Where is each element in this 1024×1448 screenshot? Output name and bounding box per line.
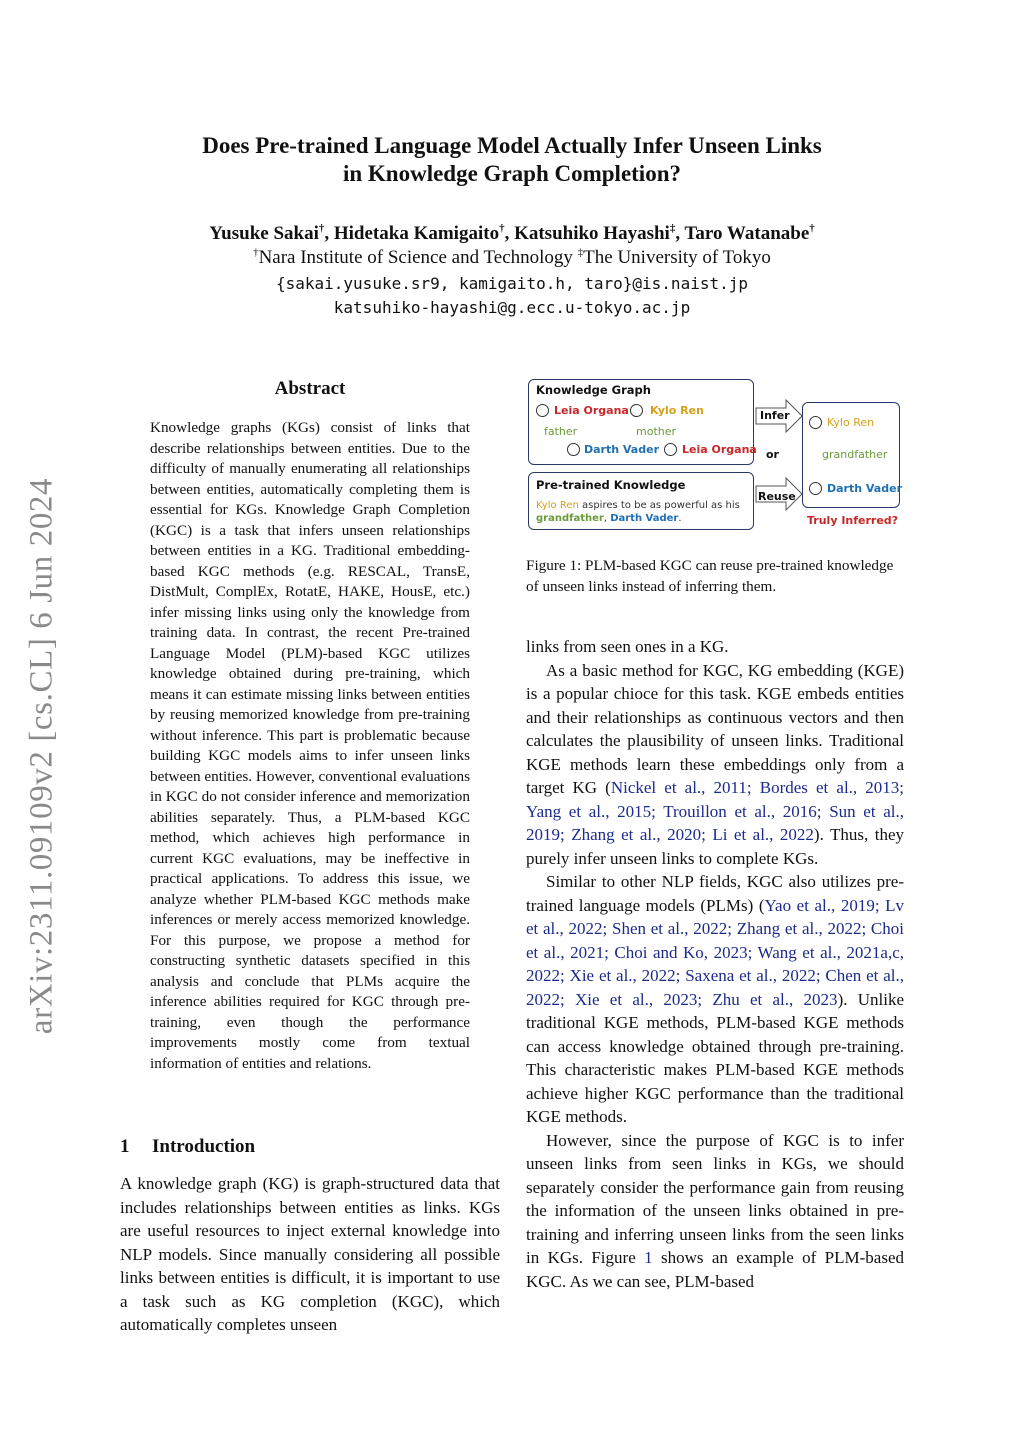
figure-caption: Figure 1: PLM-based KGC can reuse pre-trained knowledge of unseen links instead of inferring them.	[526, 557, 894, 595]
paragraph	[526, 659, 904, 871]
paragraph	[526, 635, 904, 659]
truly-inferred-label: Truly Inferred?	[807, 514, 899, 527]
section-heading	[120, 1136, 255, 1158]
sep: ,	[324, 223, 334, 244]
result-grandfather: grandfather	[822, 448, 888, 461]
abstract-text: Knowledge graphs (KGs) consist of links that describe relationships between entities. Due to the difficulty of manually enumerating all relationships between entities, automatically completing them is essential for KGs. Knowledge Graph Completion (KGC) is a task that infers unseen relationships between entities in a KG. Traditional embedding-based KGC methods (e.g. RESCAL, TransE, DistMult, ComplEx, RotatE, HAKE, HousE, etc.) infer missing links using only the knowledge from training data. In contrast, the recent Pre-trained Language Model (PLM)-based KGC utilizes knowledge obtained during pre-training, which means it can estimate missing links between entities by reusing memorized knowledge from pre-training without inference. This part is problematic because building KGC models aims to infer unseen links between entities. However, conventional evaluations in KGC do not consider inference and memorization abilities separately. Thus, a PLM-based KGC method, which achieves high performance in current KGC evaluations, may be ineffective in practical applications. To address this issue, we analyze whether PLM-based KGC methods make inferences or merely access memorized knowledge. For this purpose, we propose a method for constructing synthetic datasets specified in this analysis and conclude that PLMs acquire the inference abilities required for KGC through pre-training, even though the performance improvements mostly come from textual information of entities and relations.	[150, 419, 470, 1072]
pt-title: Pre-trained Knowledge	[536, 478, 686, 492]
paragraph-text: links from seen ones in a KG.	[526, 637, 729, 656]
arxiv-stamp	[0, 0, 60, 1448]
dagger-mark: †	[253, 246, 259, 259]
pt-end: .	[678, 513, 682, 524]
result-kylo: Kylo Ren	[827, 416, 875, 429]
paragraph-text: ). Thus, they purely infer unseen links to complete KGs.	[526, 825, 905, 868]
ddagger-mark: ‡	[669, 222, 676, 235]
pt-comma: ,	[603, 513, 611, 524]
pt-kylo: Kylo Ren	[536, 500, 579, 511]
pt-grand: grandfather	[536, 513, 604, 524]
paragraph-text: shows an example of PLM-based KGC. As we can see, PLM-based	[526, 1248, 904, 1291]
paragraph-text: However, since the purpose of KGC is to infer unseen links from seen links in KGs, we should separately consider the performance gain from reusing the information of the unseen links obtained in pre-training and inferring unseen links from the seen links in KGs. Figure	[526, 1130, 904, 1267]
or-label: or	[766, 448, 779, 461]
title-line-2: in Knowledge Graph Completion?	[342, 161, 681, 186]
title-line-1: Does Pre-trained Language Model Actually Infer Unseen Links	[202, 133, 822, 158]
node-kylo: Kylo Ren	[650, 404, 704, 417]
author-2: Hidetaka Kamigaito	[333, 223, 500, 244]
pt-sentence	[536, 500, 740, 511]
affiliation-tokyo: The University of Tokyo	[583, 247, 771, 268]
author-list	[0, 222, 1024, 246]
dagger-mark: †	[809, 222, 815, 235]
arxiv-id: arXiv:2311.09109v2 [cs.CL] 6 Jun 2024	[23, 477, 60, 1035]
dagger-mark: †	[499, 222, 505, 235]
email-line-1: {sakai.yusuke.sr9, kamigaito.h, taro}@is.naist.jp	[275, 274, 748, 293]
paragraph-text: ). Unlike traditional KGE methods, PLM-based KGE methods can access knowledge obtained through pre-training. This characteristic makes PLM-based KGE methods achieve higher KGC performance than the traditional KGE methods.	[526, 989, 905, 1126]
section-title: Introduction	[152, 1136, 256, 1157]
email-line-2: katsuhiko-hayashi@g.ecc.u-tokyo.ac.jp	[333, 298, 691, 317]
paper-title	[0, 132, 1024, 188]
node-leia: Leia Organa	[554, 404, 629, 417]
affiliation-nara: Nara Institute of Science and Technology	[258, 247, 573, 268]
affiliations	[0, 246, 1024, 270]
node-leia-2: Leia Organa	[682, 443, 757, 456]
pt-darth: Darth Vader	[610, 513, 679, 524]
node-circle	[809, 482, 822, 495]
ddagger-mark: ‡	[577, 246, 584, 259]
section-number: 1	[120, 1136, 130, 1157]
edge-mother: mother	[636, 425, 677, 438]
citation-link[interactable]: Yao et al., 2019; Lv et al., 2022; Shen et al., 2022; Zhang et al., 2022; Choi et al., 2021; Choi and Ko, 2023; Wang et al., 2021a,c, 2022; Xie et al., 2022; Saxena et al., 2022; Chen et al., 2022; Xie et al., 2023; Zhu et al., 2023	[526, 895, 905, 1009]
node-circle	[630, 404, 643, 417]
paragraph-text: As a basic method for KGC, KG embedding (KGE) is a popular chioce for this task. KGE embeds entities and their relationships as continuous vectors and then calculates the plausibility of unseen links. Traditional KGE methods learn these embeddings only from a target KG (	[526, 660, 904, 797]
node-circle	[664, 443, 677, 456]
node-circle	[567, 443, 580, 456]
pt-sentence-2	[536, 513, 682, 524]
citation-link[interactable]: Nickel et al., 2011; Bordes et al., 2013; Yang et al., 2015; Trouillon et al., 2016; Sun et al., 2019; Zhang et al., 2020; Li et al., 2022	[526, 778, 904, 844]
infer-label: Infer	[760, 409, 790, 422]
sep: ,	[504, 223, 515, 244]
node-circle	[536, 404, 549, 417]
dagger-mark: †	[318, 222, 325, 235]
node-circle	[809, 416, 822, 429]
reuse-label: Reuse	[758, 490, 796, 503]
intro-paragraph: A knowledge graph (KG) is graph-structured data that includes relationships between entities as links. KGs are useful resources to inject external knowledge into NLP models. Since manually considering all possible links between entities is difficult, it is important to use a task such as KG completion (KGC), which automatically completes unseen	[120, 1174, 500, 1334]
paragraph	[526, 870, 904, 1129]
paragraph	[526, 1129, 904, 1294]
node-darth: Darth Vader	[584, 443, 659, 456]
kg-title: Knowledge Graph	[536, 383, 651, 397]
sep: ,	[675, 223, 685, 244]
author-1: Yusuke Sakai	[209, 223, 319, 244]
author-4: Taro Watanabe	[684, 223, 810, 244]
paragraph-text: Similar to other NLP fields, KGC also utilizes pre-trained language models (PLMs) (	[526, 872, 904, 915]
right-column	[526, 635, 904, 1293]
edge-father: father	[544, 425, 578, 438]
result-darth: Darth Vader	[827, 482, 902, 495]
pt-mid: aspires to be as powerful as his	[578, 500, 740, 511]
abstract-heading: Abstract	[274, 378, 346, 399]
figure-1	[526, 374, 906, 534]
author-3: Katsuhiko Hayashi	[514, 223, 670, 244]
figure-ref-link[interactable]: 1	[644, 1248, 653, 1267]
